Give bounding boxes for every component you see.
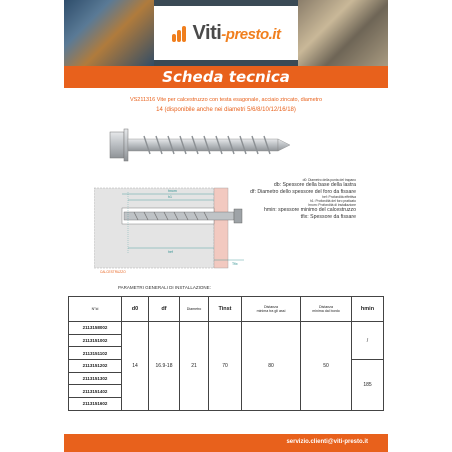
dim-hnom-label: hnom — [168, 189, 177, 193]
code-cell: 2113151002 — [69, 334, 122, 347]
legend-h1: h1: Profondità del foro praticato — [309, 199, 356, 204]
tools-photo — [64, 0, 154, 66]
screw-illustration — [104, 124, 294, 166]
legend-df: df: Diametro dello spessore del foro da fissare — [250, 188, 356, 195]
diametro-cell: 21 — [180, 322, 209, 411]
footer-email-link[interactable]: servizio.clienti@viti-presto.it — [286, 439, 368, 445]
header-distance-edge: Distanza minima dal bordo — [301, 297, 352, 322]
dim-hef-label: hef — [168, 250, 173, 254]
legend-hef: hef: Profondità effettiva — [322, 195, 356, 200]
tinst-cell: 70 — [209, 322, 242, 411]
installation-drawing — [94, 178, 254, 278]
legend-d0: d0: Diametro della punta del trapano — [302, 178, 356, 182]
legend-hnom: hnom: Profondità di installazione — [308, 203, 356, 208]
legend-hmin: hmin: spessore minimo del calcestruzzo — [264, 207, 356, 214]
legend — [246, 178, 356, 220]
header-banner — [64, 0, 388, 66]
code-cell: 2113158002 — [69, 322, 122, 335]
header-hmin: hmin — [352, 297, 384, 322]
header-tinst: Tinst — [209, 297, 242, 322]
header-df: df — [149, 297, 180, 322]
screws-photo — [298, 0, 388, 66]
table-row — [69, 322, 384, 335]
logo-main-text: Viti — [192, 21, 222, 44]
header-d0: d0 — [122, 297, 149, 322]
installation-table — [68, 296, 384, 411]
title-bar — [64, 66, 388, 88]
legend-tfix: tfix: Spessore da fissare — [300, 213, 356, 220]
product-description-line2: 14 (disponibile anche nei diametri 5/6/8/10/12/16/18) — [156, 107, 296, 113]
code-cell: 2113151602 — [69, 398, 122, 411]
page-title: Scheda tecnica — [162, 68, 290, 86]
header-code: N°id — [69, 297, 122, 322]
d0-cell: 14 — [122, 322, 149, 411]
dim-tfix-label: Tfix — [232, 262, 238, 266]
header-diametro: Diametro — [180, 297, 209, 322]
code-cell: 2113151402 — [69, 385, 122, 398]
product-description-line1: VS211316 Vite per calcestruzzo con testa esagonale, acciaio zincato, diametro — [129, 97, 323, 103]
logo — [154, 6, 298, 60]
logo-bars-icon — [172, 24, 190, 42]
distance-axes-cell: 80 — [242, 322, 301, 411]
df-cell: 16.9-18 — [149, 322, 180, 411]
header-distance-axes: Distanza minima tra gli assi — [242, 297, 301, 322]
code-cell: 2113151302 — [69, 372, 122, 385]
legend-db: db: Spessore della base della lastra — [273, 182, 356, 189]
code-cell: 2113151102 — [69, 347, 122, 360]
concrete-label: CALCESTRUZZO — [100, 270, 126, 274]
hmin-cell-b: 185 — [352, 360, 384, 411]
dim-h1-label: h1 — [168, 195, 172, 199]
section-title: PARAMETRI GENERALI DI INSTALLAZIONE: — [118, 285, 211, 290]
logo-accent-text: -presto.it — [221, 25, 281, 43]
hmin-cell-a: / — [352, 322, 384, 360]
distance-edge-cell: 50 — [301, 322, 352, 411]
code-cell: 2113151202 — [69, 360, 122, 373]
